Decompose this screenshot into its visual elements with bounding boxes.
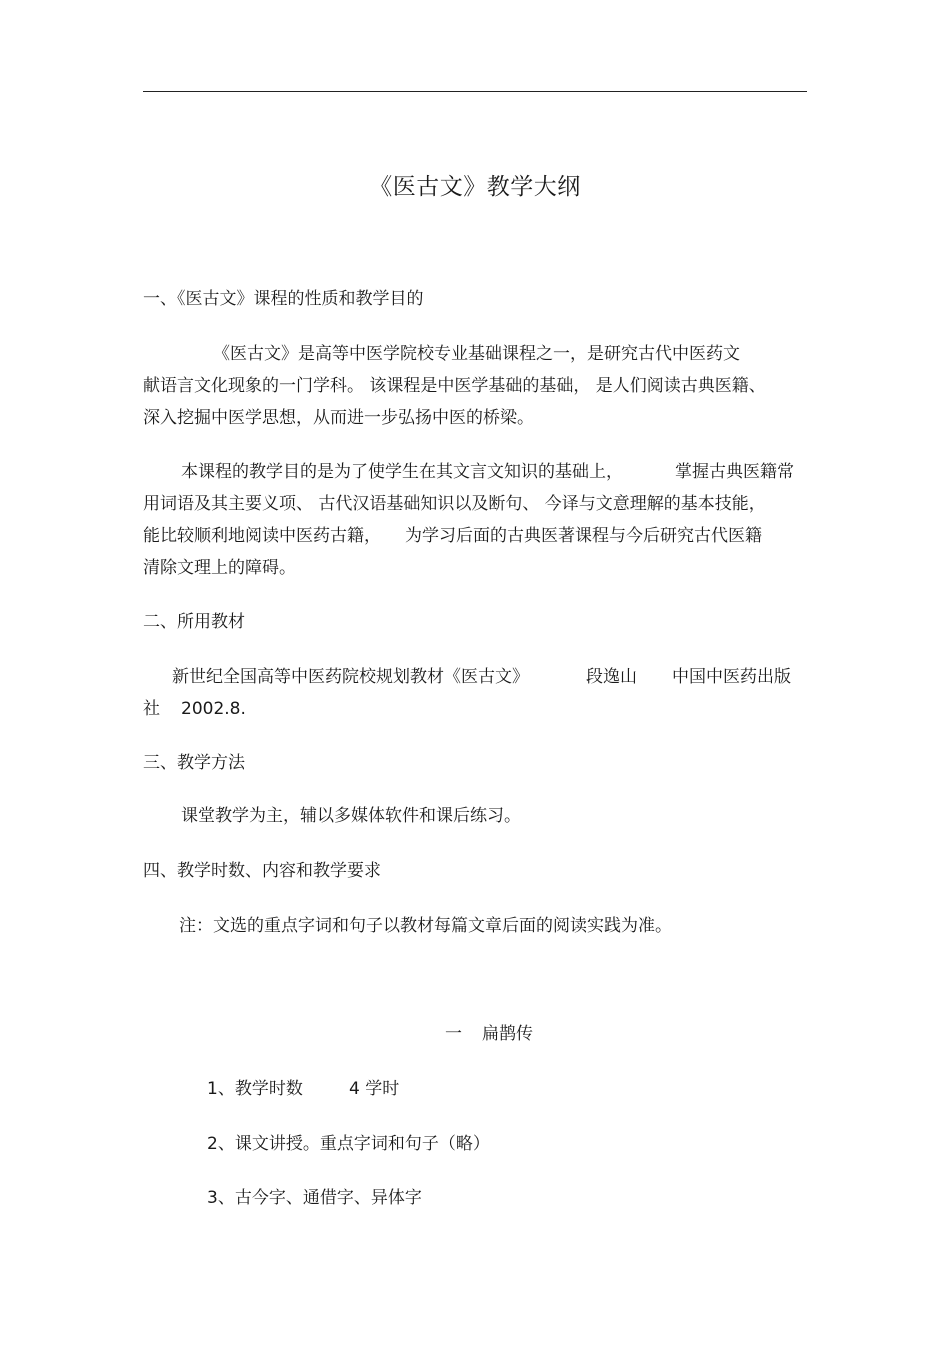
section-1-para1-line3: 深入挖掘中医学思想，从而进一步弘扬中医的桥梁。 bbox=[143, 408, 534, 428]
section-1-para1-line2: 献语言文化现象的一门学科。 该课程是中医学基础的基础， 是人们阅读古典医籍、 bbox=[143, 376, 766, 396]
textbook-editor: 段逸山 bbox=[586, 667, 637, 687]
textbook-publisher-b: 社 bbox=[143, 699, 160, 719]
section-1-para2-line1-a: 本课程的教学目的是为了使学生在其文言文知识的基础上， bbox=[181, 462, 623, 482]
section-1-para2-line3-b: 为学习后面的古典医著课程与今后研究古代医籍 bbox=[405, 526, 762, 546]
section-2-heading: 二、所用教材 bbox=[143, 612, 245, 632]
textbook-name: 新世纪全国高等中医药院校规划教材《医古文》 bbox=[172, 667, 529, 687]
header-rule bbox=[143, 91, 807, 92]
lesson-item-1-label: 1、教学时数 bbox=[207, 1079, 303, 1099]
section-3-text: 课堂教学为主，辅以多媒体软件和课后练习。 bbox=[181, 806, 521, 826]
section-1-heading: 一、《医古文》课程的性质和教学目的 bbox=[143, 289, 424, 309]
section-4-heading: 四、教学时数、内容和教学要求 bbox=[143, 861, 381, 881]
section-1-para2-line2: 用词语及其主要义项、 古代汉语基础知识以及断句、 今译与文意理解的基本技能， bbox=[143, 494, 766, 514]
section-1-para1-line1: 《医古文》是高等中医学院校专业基础课程之一，是研究古代中医药文 bbox=[213, 344, 740, 364]
textbook-date: 2002.8. bbox=[181, 699, 246, 719]
section-4-note: 注：文选的重点字词和句子以教材每篇文章后面的阅读实践为准。 bbox=[179, 916, 672, 936]
lesson-title: 扁鹊传 bbox=[482, 1024, 533, 1044]
textbook-publisher-a: 中国中医药出版 bbox=[672, 667, 791, 687]
lesson-item-2: 2、课文讲授。重点字词和句子（略） bbox=[207, 1134, 490, 1154]
section-1-para2-line1-b: 掌握古典医籍常 bbox=[675, 462, 794, 482]
lesson-item-1-value: 4 学时 bbox=[349, 1079, 400, 1099]
section-3-heading: 三、教学方法 bbox=[143, 753, 245, 773]
lesson-item-3: 3、古今字、通借字、异体字 bbox=[207, 1188, 422, 1208]
lesson-number: 一 bbox=[445, 1024, 462, 1044]
section-1-para2-line4: 清除文理上的障碍。 bbox=[143, 558, 296, 578]
section-1-para2-line3-a: 能比较顺利地阅读中医药古籍， bbox=[143, 526, 381, 546]
document-title: 《医古文》教学大纲 bbox=[369, 174, 581, 200]
